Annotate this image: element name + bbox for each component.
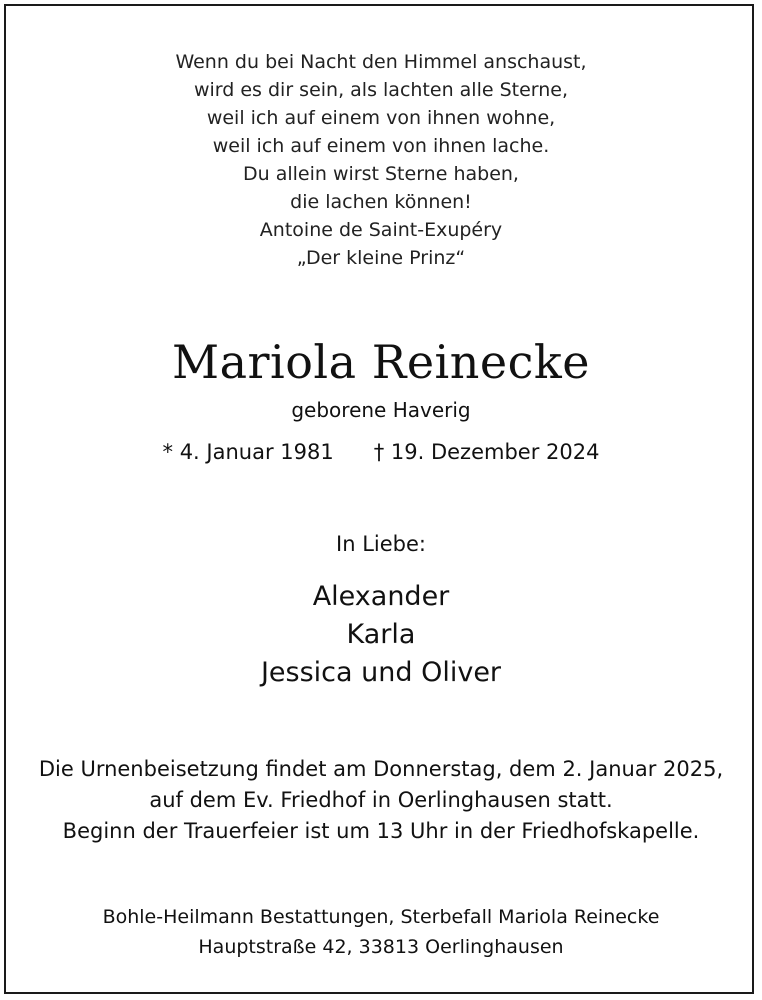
life-dates [0,436,762,468]
poem-line: weil ich auf einem von ihnen wohne, [206,107,556,129]
undertaker-address: Hauptstraße 42, 33813 Oerlinghausen [198,936,564,958]
poem-line: Wenn du bei Nacht den Himmel anschaust, [175,51,587,73]
mourner-name: Alexander [312,581,450,612]
poem-author: Antoine de Saint-Exupéry [259,219,503,241]
mourner-name: Karla [346,619,416,650]
poem-line: weil ich auf einem von ihnen lache. [212,135,550,157]
birth-name: geborene Haverig [291,398,471,422]
service-line: Die Urnenbeisetzung findet am Donnerstag, dem 2. Januar 2025, [38,757,724,781]
poem-line: wird es dir sein, als lachten alle Sterne, [193,79,569,101]
poem-line: die lachen können! [290,191,472,213]
funeral-service-info [0,754,762,847]
mourners-intro: In Liebe: [336,532,426,556]
service-line: Beginn der Trauerfeier ist um 13 Uhr in der Friedhofskapelle. [62,819,700,843]
poem-source: „Der kleine Prinz“ [296,247,466,269]
mourners-list [0,578,762,692]
service-line: auf dem Ev. Friedhof in Oerlinghausen statt. [149,788,613,812]
mourner-name: Jessica und Oliver [260,657,502,688]
death-date: † 19. Dezember 2024 [373,440,600,464]
poem-line: Du allein wirst Sterne haben, [243,163,519,185]
poem-quote [0,48,762,272]
deceased-name: Mariola Reinecke [172,335,590,389]
undertaker-line: Bohle-Heilmann Bestattungen, Sterbefall Mariola Reinecke [102,906,660,928]
birth-date: * 4. Januar 1981 [162,440,334,464]
undertaker-info [0,902,762,962]
